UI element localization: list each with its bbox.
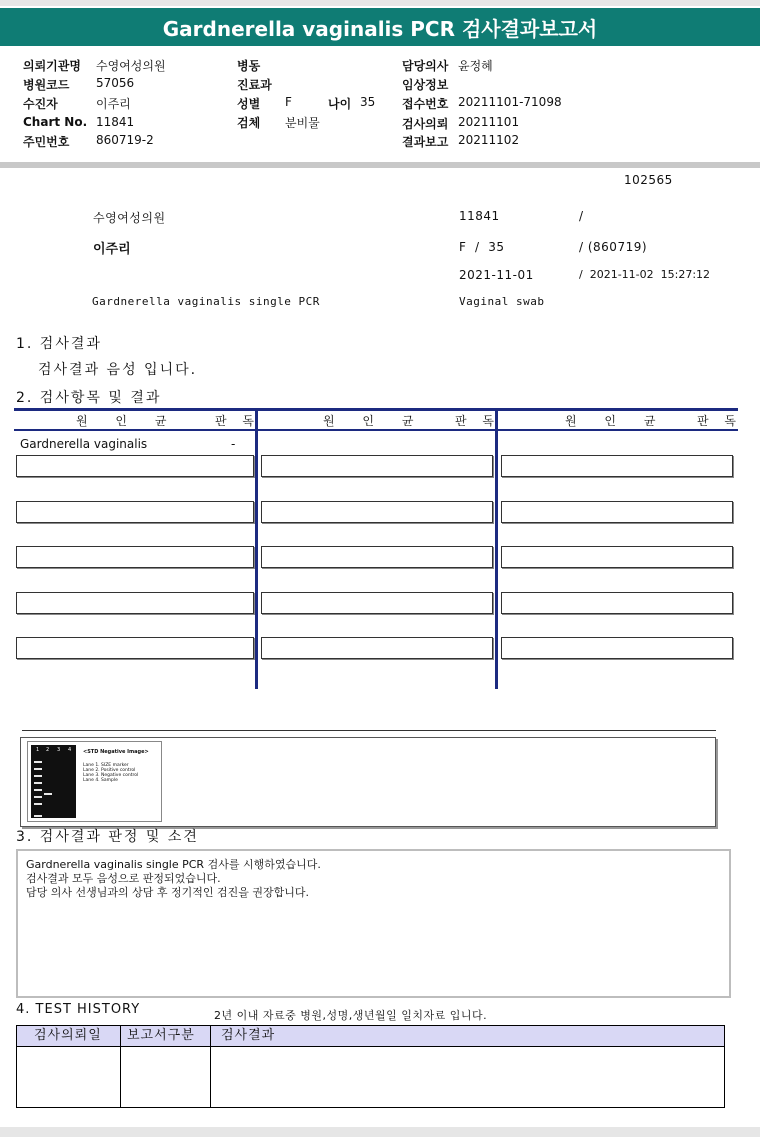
- header-label-age: 나이: [328, 97, 352, 111]
- result-cell: [501, 637, 733, 659]
- opinion-line: 담당 의사 선생님과의 상담 후 정기적인 검진을 권장합니다.: [26, 886, 309, 899]
- history-col-report-type: 보고서구분: [127, 1028, 195, 1043]
- header-value-age: 35: [360, 95, 376, 109]
- result-cell: [16, 592, 254, 614]
- header-label-resident-no: 주민번호: [23, 135, 70, 149]
- header-label-patient: 수진자: [23, 97, 58, 111]
- report-title: Gardnerella vaginalis PCR 검사결과보고서: [0, 8, 760, 46]
- doc-number: 102565: [624, 173, 673, 187]
- opinion-line: 검사결과 모두 음성으로 판정되었습니다.: [26, 872, 221, 885]
- result-cell: [16, 501, 254, 523]
- header-label-ward: 병동: [237, 59, 261, 73]
- history-table: [16, 1025, 725, 1108]
- info-chart-no: 11841: [459, 209, 500, 223]
- bottom-strip: [0, 1127, 760, 1137]
- positive-control-band: [44, 793, 52, 795]
- result-judgement: -: [231, 437, 236, 451]
- header-value-sex: F: [285, 95, 292, 109]
- result-cell: [261, 546, 493, 568]
- result-cell: [501, 546, 733, 568]
- history-col-request-date: 검사의뢰일: [34, 1028, 102, 1043]
- lane-number: 4: [68, 747, 72, 753]
- header-value-patient: 이주리: [96, 97, 131, 111]
- history-note: 2년 이내 자료중 병원,성명,생년월일 일치자료 입니다.: [214, 1009, 488, 1022]
- opinion-box: [16, 849, 731, 998]
- header-value-hospital-code: 57056: [96, 76, 135, 90]
- history-header-row: [17, 1026, 724, 1047]
- header-label-specimen: 검체: [237, 116, 261, 130]
- header-value-report-date: 20211102: [458, 133, 520, 147]
- col-header-judgement-2: 판 독: [455, 414, 500, 428]
- info-birth: / (860719): [579, 240, 648, 254]
- result-cell: [261, 501, 493, 523]
- header-value-doctor: 윤정혜: [458, 59, 493, 73]
- header-value-request-date: 20211101: [458, 115, 520, 129]
- header-value-specimen: 분비물: [285, 116, 320, 130]
- gel-legend-item: Lane 1. SIZE marker: [83, 763, 129, 768]
- result-cell: [501, 501, 733, 523]
- section2-heading: 2. 검사항목 및 결과: [16, 390, 162, 406]
- result-cell: [501, 455, 733, 477]
- marker-band: [34, 775, 42, 777]
- header-label-requester: 의뢰기관명: [23, 59, 81, 73]
- section4-heading: 4. TEST HISTORY: [16, 1002, 141, 1017]
- info-slash: /: [579, 209, 584, 223]
- info-request-date: 2021-11-01: [459, 268, 534, 282]
- results-table-divider-1: [255, 408, 258, 689]
- opinion-line: Gardnerella vaginalis single PCR 검사를 시행하였습니다.: [26, 858, 321, 871]
- marker-band: [34, 789, 42, 791]
- gel-legend-item: Lane 3. Negative control: [83, 773, 139, 778]
- header-label-hospital-code: 병원코드: [23, 78, 70, 92]
- lane-number: 3: [57, 747, 61, 753]
- info-specimen: Vaginal swab: [459, 295, 545, 308]
- section1-text: 검사결과 음성 입니다.: [38, 362, 198, 378]
- results-table-top-rule: [14, 408, 738, 411]
- history-col-divider: [120, 1026, 121, 1107]
- gel-image: [27, 741, 162, 822]
- marker-band: [34, 782, 42, 784]
- header-label-department: 진료과: [237, 78, 272, 92]
- header-label-sex: 성별: [237, 97, 261, 111]
- result-cell: [261, 637, 493, 659]
- lane-number: 1: [36, 747, 40, 753]
- results-table-header-rule: [14, 429, 738, 431]
- col-header-judgement-3: 판 독: [697, 414, 742, 428]
- info-patient-name: 이주리: [93, 242, 131, 257]
- header-label-receipt-no: 접수번호: [402, 97, 449, 111]
- header-value-chart-no: 11841: [96, 115, 135, 129]
- header-label-chart-no: Chart No.: [23, 115, 88, 129]
- result-cell: [261, 592, 493, 614]
- gel-legend-item: Lane 4. Sample: [83, 778, 118, 783]
- col-header-judgement-1: 판 독: [215, 414, 260, 428]
- info-report-datetime: / 2021-11-02 15:27:12: [579, 268, 711, 281]
- info-sex-age: F / 35: [459, 240, 505, 254]
- gel-legend-item: Lane 2. Positive control: [83, 768, 136, 773]
- section1-heading: 1. 검사결과: [16, 336, 102, 352]
- result-cell: [16, 637, 254, 659]
- history-col-divider: [210, 1026, 211, 1107]
- header-label-clinical-info: 임상정보: [402, 78, 449, 92]
- header-label-report-date: 결과보고: [402, 135, 449, 149]
- history-col-result: 검사결과: [221, 1028, 276, 1043]
- result-cell: [501, 592, 733, 614]
- gel-section-rule: [22, 730, 716, 731]
- col-header-pathogen-1: 원 인 균: [76, 414, 179, 428]
- result-cell: [261, 455, 493, 477]
- header-value-receipt-no: 20211101-71098: [458, 95, 562, 109]
- header-label-doctor: 담당의사: [402, 59, 449, 73]
- header-value-requester: 수영여성의원: [96, 59, 166, 73]
- lane-number: 2: [46, 747, 50, 753]
- marker-band: [34, 768, 42, 770]
- result-pathogen: Gardnerella vaginalis: [20, 437, 148, 451]
- info-test-name: Gardnerella vaginalis single PCR: [92, 295, 320, 308]
- top-strip: [0, 0, 760, 6]
- results-table-divider-2: [495, 408, 498, 689]
- marker-band: [34, 761, 42, 763]
- result-cell: [16, 455, 254, 477]
- marker-band: [34, 796, 42, 798]
- gel-title: <STD Negative Image>: [83, 749, 149, 755]
- header-label-request-date: 검사의뢰: [402, 117, 449, 131]
- col-header-pathogen-2: 원 인 균: [323, 414, 426, 428]
- marker-band: [34, 815, 42, 817]
- marker-band: [34, 803, 42, 805]
- header-value-resident-no: 860719-2: [96, 133, 154, 147]
- info-clinic: 수영여성의원: [93, 211, 166, 225]
- section3-heading: 3. 검사결과 판정 및 소견: [16, 829, 199, 845]
- gel-photo: [31, 745, 76, 818]
- result-cell: [16, 546, 254, 568]
- col-header-pathogen-3: 원 인 균: [565, 414, 668, 428]
- header-divider: [0, 162, 760, 168]
